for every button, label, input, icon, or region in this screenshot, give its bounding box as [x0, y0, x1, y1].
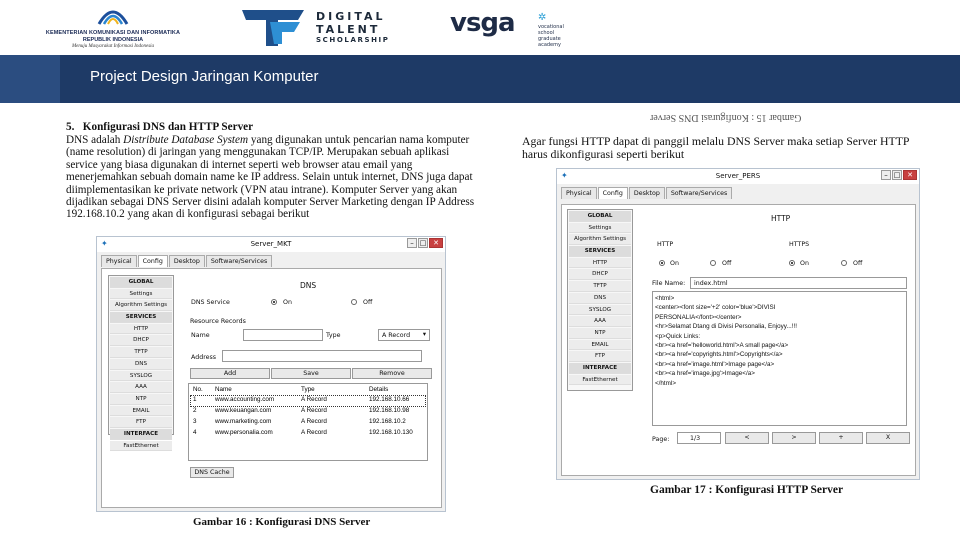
sidebar-item-algorithm-settings[interactable]: Algorithm Settings	[569, 234, 631, 245]
http-sidebar	[567, 209, 633, 391]
http-off-radio[interactable]	[710, 260, 716, 266]
maximize-button[interactable]: □	[419, 239, 427, 247]
name-input[interactable]	[243, 329, 323, 341]
logo-bar	[0, 0, 960, 54]
table-row[interactable]	[191, 418, 425, 428]
dns-on-radio[interactable]	[271, 299, 277, 305]
sidebar-item-email[interactable]: EMAIL	[110, 406, 172, 417]
chevron-down-icon: ▾	[422, 331, 426, 338]
dts-word-scholarship: SCHOLARSHIP	[316, 36, 390, 44]
add-button[interactable]: Add	[190, 368, 270, 379]
dns-on-label: On	[283, 299, 292, 306]
record-no: 3	[193, 418, 197, 425]
sidebar-item-http[interactable]: HTTP	[110, 324, 172, 335]
sidebar-item-settings[interactable]: Settings	[569, 223, 631, 234]
records-table	[188, 383, 428, 461]
section-heading	[66, 121, 253, 133]
dns-sidebar	[108, 275, 174, 449]
sidebar-item-ntp[interactable]: NTP	[569, 328, 631, 339]
http-panel-title: HTTP	[771, 214, 791, 223]
column-type: Type	[301, 386, 315, 393]
next-page-button[interactable]: >	[772, 432, 816, 444]
sidebar-item-email[interactable]: EMAIL	[569, 340, 631, 351]
dts-mark-icon	[240, 6, 306, 48]
dns-paragraph-italic: Distribute Database System	[123, 134, 249, 146]
close-button[interactable]: ✕	[903, 170, 917, 180]
tab-software-services[interactable]: Software/Services	[666, 187, 732, 199]
kominfo-tagline: Menuju Masyarakat Informasi Indonesia	[71, 44, 155, 49]
maximize-button[interactable]: □	[893, 171, 901, 179]
sidebar-item-dns[interactable]: DNS	[110, 359, 172, 370]
record-name: www.marketing.com	[215, 418, 272, 425]
dns-paragraph-part2: yang digunakan untuk pencarian nama komputer (name resolution) di jaringan yang menggunakan TCP/IP. Merupakan sebuah aplikasi service yang biasa digunakan di internet seperti web browser atau email yang menerjemahkan sebuah domain name ke IP address. Selain untuk internet, DNS juga dapat diimplementasikan ke private network (VPN atau intrane). Komputer Server yang akan dijadikan sebagai DNS Server disini adalah komputer Server Marketing dengan IP Address 192.168.10.2 yang akan di konfigurasi sebagai berikut	[66, 134, 475, 221]
delete-file-button[interactable]: X	[866, 432, 910, 444]
dns-paragraph	[66, 134, 476, 221]
sidebar-item-ntp[interactable]: NTP	[110, 394, 172, 405]
http-window-title: Server_PERS	[715, 172, 761, 180]
sidebar-item-syslog[interactable]: SYSLOG	[110, 371, 172, 382]
save-button[interactable]: Save	[271, 368, 351, 379]
clipped-caption-top: Gambar 15 : Konfigurasi DNS Server	[650, 112, 802, 123]
record-no: 1	[193, 396, 197, 403]
sidebar-item-interface: INTERFACE	[110, 429, 172, 440]
table-row[interactable]	[191, 429, 425, 439]
http-paragraph: Agar fungsi HTTP dapat di panggil melalu DNS Server maka setiap Server HTTP harus dikonfigurasi seperti berikut	[522, 134, 910, 161]
close-button[interactable]: ✕	[429, 238, 443, 248]
table-row[interactable]	[191, 407, 425, 417]
http-on-radio[interactable]	[659, 260, 665, 266]
tab-physical[interactable]: Physical	[101, 255, 137, 267]
sidebar-item-http[interactable]: HTTP	[569, 258, 631, 269]
record-details: 192.168.10.130	[369, 429, 413, 436]
dns-panel-title: DNS	[300, 281, 317, 290]
figure-17-caption: Gambar 17 : Konfigurasi HTTP Server	[650, 484, 844, 496]
sidebar-item-ftp[interactable]: FTP	[569, 351, 631, 362]
sidebar-item-fastethernet[interactable]: FastEthernet	[569, 375, 631, 386]
sidebar-item-settings[interactable]: Settings	[110, 289, 172, 300]
prev-page-button[interactable]: <	[725, 432, 769, 444]
dns-service-label: DNS Service	[191, 299, 230, 306]
app-icon: ✦	[561, 171, 568, 180]
record-name: www.personalia.com	[215, 429, 273, 436]
record-details: 192.168.10.2	[369, 418, 406, 425]
record-no: 2	[193, 407, 197, 414]
sidebar-item-global: GLOBAL	[569, 211, 631, 222]
tab-config[interactable]: Config	[138, 255, 168, 267]
minimize-button[interactable]: –	[881, 170, 891, 180]
page-label: Page:	[652, 436, 670, 443]
page-field[interactable]: 1/3	[677, 432, 721, 444]
sidebar-item-dhcp[interactable]: DHCP	[569, 269, 631, 280]
sidebar-item-aaa[interactable]: AAA	[569, 316, 631, 327]
dns-off-radio[interactable]	[351, 299, 357, 305]
app-icon: ✦	[101, 239, 108, 248]
remove-button[interactable]: Remove	[352, 368, 432, 379]
html-editor[interactable]: <html> <center><font size='+2' color='blue'>DIVISI PERSONALIA</font></center> <hr>Selamat Dtang di Divisi Personalia, Enjoyy...!!! <p>Quick Links: <br><a href='helloworld.html'>A small page</a> <br><a href='copyrights.html'>Copyrights</a> <br><a href='image.html'>Image page</a> <br><a href='image.jpg'>Image</a> </html>	[652, 291, 907, 426]
page-title: Project Design Jaringan Komputer	[90, 68, 319, 85]
minimize-button[interactable]: –	[407, 238, 417, 248]
tab-software-services[interactable]: Software/Services	[206, 255, 272, 267]
vsga-sparkle-icon: ✲	[538, 12, 547, 23]
http-off-label: Off	[722, 260, 732, 267]
title-bar	[0, 55, 960, 103]
sidebar-item-syslog[interactable]: SYSLOG	[569, 305, 631, 316]
record-details: 192.168.10.98	[369, 407, 410, 414]
address-label: Address	[191, 354, 217, 361]
dns-off-label: Off	[363, 299, 373, 306]
http-window-tabs	[561, 187, 733, 199]
dns-cache-button[interactable]: DNS Cache	[190, 467, 234, 478]
column-details: Details	[369, 386, 389, 393]
sidebar-item-tftp[interactable]: TFTP	[569, 281, 631, 292]
tab-physical[interactable]: Physical	[561, 187, 597, 199]
record-name: www.accounting.com	[215, 396, 275, 403]
tab-config[interactable]: Config	[598, 187, 628, 199]
address-input[interactable]	[222, 350, 422, 362]
sidebar-item-algorithm-settings[interactable]: Algorithm Settings	[110, 300, 172, 311]
https-group-label: HTTPS	[789, 241, 810, 248]
sidebar-item-ftp[interactable]: FTP	[110, 417, 172, 428]
https-off-radio[interactable]	[841, 260, 847, 266]
vsga-word: vsga	[450, 8, 515, 38]
sidebar-item-global: GLOBAL	[110, 277, 172, 288]
file-name-input[interactable]: index.html	[690, 277, 907, 289]
sidebar-item-dns[interactable]: DNS	[569, 293, 631, 304]
sidebar-item-fastethernet[interactable]: FastEthernet	[110, 441, 172, 452]
title-bar-accent	[0, 55, 60, 103]
sidebar-item-interface: INTERFACE	[569, 363, 631, 374]
https-on-label: On	[800, 260, 809, 267]
http-on-label: On	[670, 260, 679, 267]
new-file-button[interactable]: +	[819, 432, 863, 444]
kominfo-logo	[38, 4, 188, 50]
sidebar-item-services: SERVICES	[569, 246, 631, 257]
vsga-logo	[450, 8, 564, 52]
section-heading-number: 5.	[66, 121, 75, 133]
name-label: Name	[191, 332, 210, 339]
records-header	[191, 386, 425, 396]
resource-records-label: Resource Records	[190, 318, 246, 325]
dns-paragraph-part1: DNS adalah	[66, 134, 124, 146]
dts-word-digital: DIGITAL	[316, 10, 386, 23]
http-window-titlebar	[557, 169, 919, 184]
type-select[interactable]	[378, 329, 430, 341]
dns-window-tabs	[101, 255, 273, 267]
record-type: A Record	[301, 396, 327, 403]
dts-logo	[240, 6, 410, 48]
tab-desktop[interactable]: Desktop	[169, 255, 205, 267]
file-name-label: File Name:	[652, 280, 686, 287]
vsga-tagline: vocational school graduate academy	[538, 24, 564, 48]
sidebar-item-tftp[interactable]: TFTP	[110, 347, 172, 358]
column-name: Name	[215, 386, 232, 393]
record-type: A Record	[301, 429, 327, 436]
dns-window-title: Server_MKT	[250, 240, 292, 248]
dns-window-titlebar	[97, 237, 445, 252]
record-details: 192.168.10.66	[369, 396, 410, 403]
http-group-label: HTTP	[657, 241, 674, 248]
sidebar-item-dhcp[interactable]: DHCP	[110, 335, 172, 346]
record-no: 4	[193, 429, 197, 436]
sidebar-item-aaa[interactable]: AAA	[110, 382, 172, 393]
https-off-label: Off	[853, 260, 863, 267]
tab-desktop[interactable]: Desktop	[629, 187, 665, 199]
column-no: No.	[193, 386, 203, 393]
https-on-radio[interactable]	[789, 260, 795, 266]
sidebar-item-services: SERVICES	[110, 312, 172, 323]
type-label: Type	[326, 332, 341, 339]
dns-server-window	[96, 236, 446, 512]
kominfo-line1: KEMENTERIAN KOMUNIKASI DAN INFORMATIKA	[45, 30, 181, 36]
type-select-value: A Record	[382, 332, 411, 339]
dts-word-talent: TALENT	[316, 23, 381, 36]
record-type: A Record	[301, 407, 327, 414]
section-heading-text: Konfigurasi DNS dan HTTP Server	[82, 121, 254, 133]
figure-16-caption: Gambar 16 : Konfigurasi DNS Server	[193, 516, 371, 528]
kominfo-emblem-icon	[96, 4, 130, 28]
kominfo-line2: REPUBLIK INDONESIA	[82, 37, 144, 43]
table-row[interactable]	[191, 396, 425, 406]
record-name: www.keuangan.com	[215, 407, 272, 414]
record-type: A Record	[301, 418, 327, 425]
